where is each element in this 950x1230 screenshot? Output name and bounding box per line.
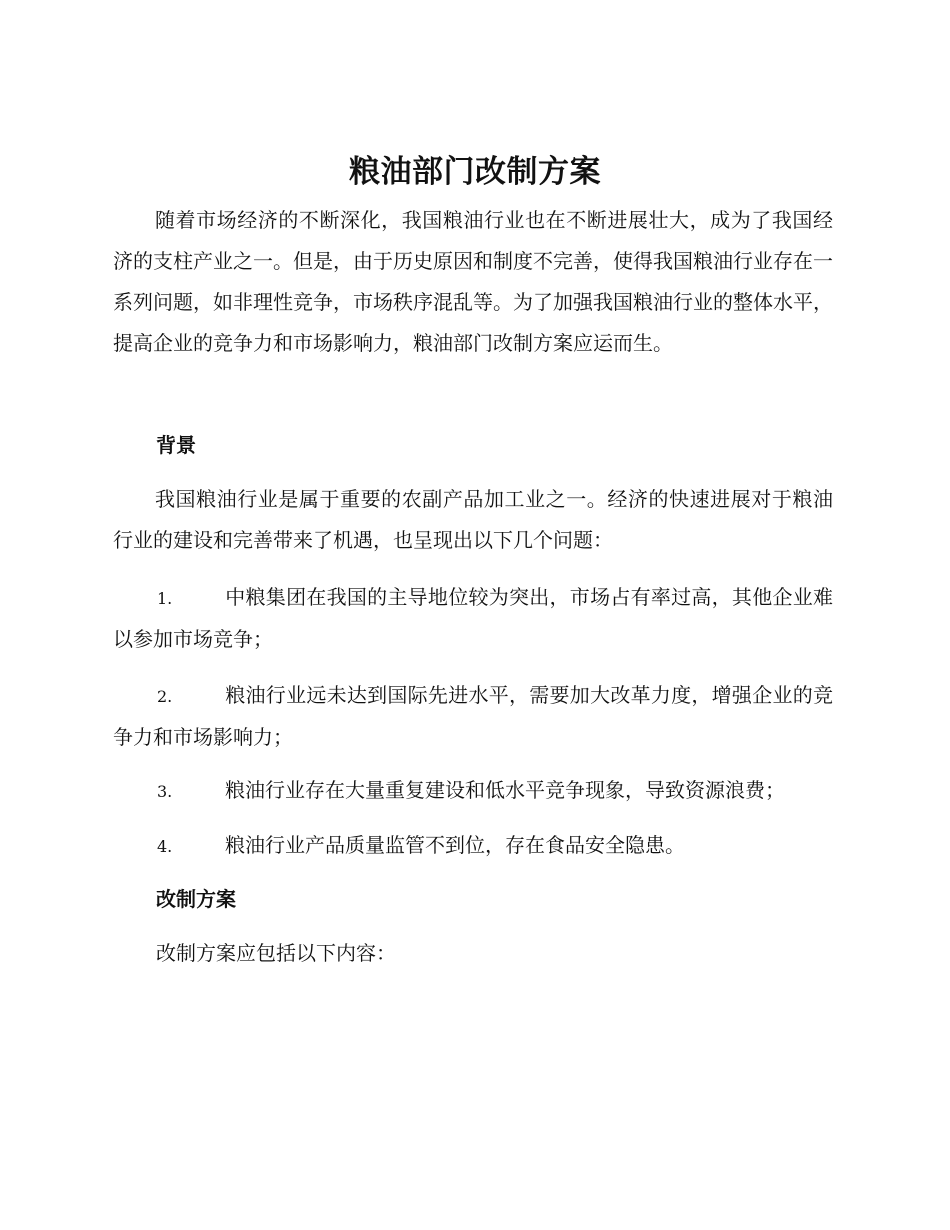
- list-item-number: 2.: [157, 687, 173, 706]
- list-item: [113, 825, 833, 867]
- list-item-text: 粮油行业产品质量监管不到位，存在食品安全隐患。: [225, 833, 685, 857]
- list-item-number: 1.: [157, 589, 173, 608]
- section-heading-background: 背景: [156, 433, 196, 457]
- background-paragraph: 我国粮油行业是属于重要的农副产品加工业之一。经济的快速进展对于粮油行业的建设和完善带来了机遇，也呈现出以下几个问题：: [113, 487, 833, 552]
- section-heading-plan: 改制方案: [156, 887, 236, 911]
- list-item-number: 4.: [157, 837, 173, 856]
- plan-paragraph: 改制方案应包括以下内容：: [156, 941, 396, 965]
- list-item-text: 中粮集团在我国的主导地位较为突出，市场占有率过高，其他企业难以参加市场竞争；: [113, 585, 833, 651]
- list-item: [113, 577, 833, 660]
- list-item: [113, 675, 833, 758]
- list-item: [113, 770, 833, 812]
- list-item-text: 粮油行业远未达到国际先进水平，需要加大改革力度，增强企业的竞争力和市场影响力；: [113, 683, 833, 749]
- intro-paragraph: 随着市场经济的不断深化，我国粮油行业也在不断进展壮大，成为了我国经济的支柱产业之一。但是，由于历史原因和制度不完善，使得我国粮油行业存在一系列问题，如非理性竞争，市场秩序混乱等。为了加强我国粮油行业的整体水平，提高企业的竞争力和市场影响力，粮油部门改制方案应运而生。: [113, 208, 833, 355]
- document-title: 粮油部门改制方案: [349, 154, 601, 190]
- list-item-text: 粮油行业存在大量重复建设和低水平竞争现象，导致资源浪费；: [225, 778, 785, 802]
- list-item-number: 3.: [157, 782, 173, 801]
